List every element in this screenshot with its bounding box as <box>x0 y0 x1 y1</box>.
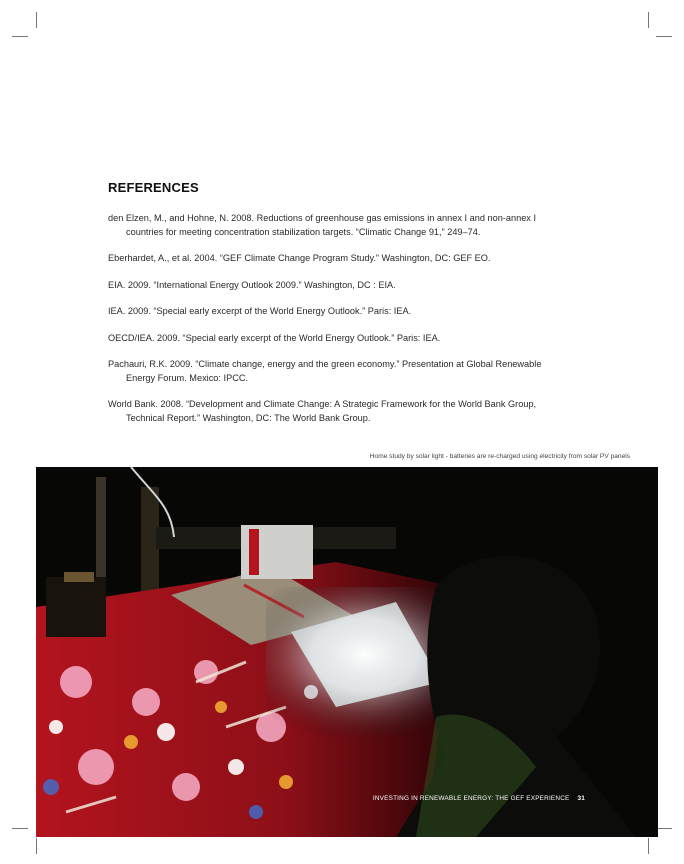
reference-item: Pachauri, R.K. 2009. “Climate change, energy and the green economy.” Presentation at Global Renewable Energy Forum. Mexico: IPCC. <box>108 359 542 383</box>
reference-list <box>108 212 568 438</box>
crop-mark <box>36 12 37 28</box>
crop-mark <box>656 828 672 829</box>
crop-mark <box>12 828 28 829</box>
section-heading: REFERENCES <box>108 180 199 195</box>
reference-item: den Elzen, M., and Hohne, N. 2008. Reductions of greenhouse gas emissions in annex I and non-annex I countries for meeting concentration stabilization targets. “Climatic Change 91,” 249–74. <box>108 213 537 237</box>
page-footer <box>300 795 585 802</box>
crop-mark <box>648 12 649 28</box>
reference-item: IEA. 2009. “Special early excerpt of the World Energy Outlook.” Paris: IEA. <box>108 306 412 316</box>
page-number: 31 <box>577 795 585 802</box>
reference-item: World Bank. 2008. “Development and Climate Change: A Strategic Framework for the World Bank Group, Technical Report.” Washington, DC: The World Bank Group. <box>108 399 537 423</box>
reference-item: OECD/IEA. 2009. “Special early excerpt of the World Energy Outlook.” Paris: IEA. <box>108 332 441 343</box>
crop-mark <box>656 36 672 37</box>
photo-caption: Home study by solar light - batteries are re-charged using electricity from solar PV panels <box>369 453 630 460</box>
crop-mark <box>648 838 649 854</box>
crop-mark <box>36 838 37 854</box>
reference-item: EIA. 2009. “International Energy Outlook 2009.” Washington, DC : EIA. <box>108 279 396 290</box>
reference-item: Eberhardet, A., et al. 2004. “GEF Climate Change Program Study.” Washington, DC: GEF EO. <box>108 253 491 263</box>
photo-illustration <box>36 467 658 837</box>
running-title: INVESTING IN RENEWABLE ENERGY: THE GEF EXPERIENCE <box>372 795 570 802</box>
photo <box>36 467 658 837</box>
crop-mark <box>12 36 28 37</box>
